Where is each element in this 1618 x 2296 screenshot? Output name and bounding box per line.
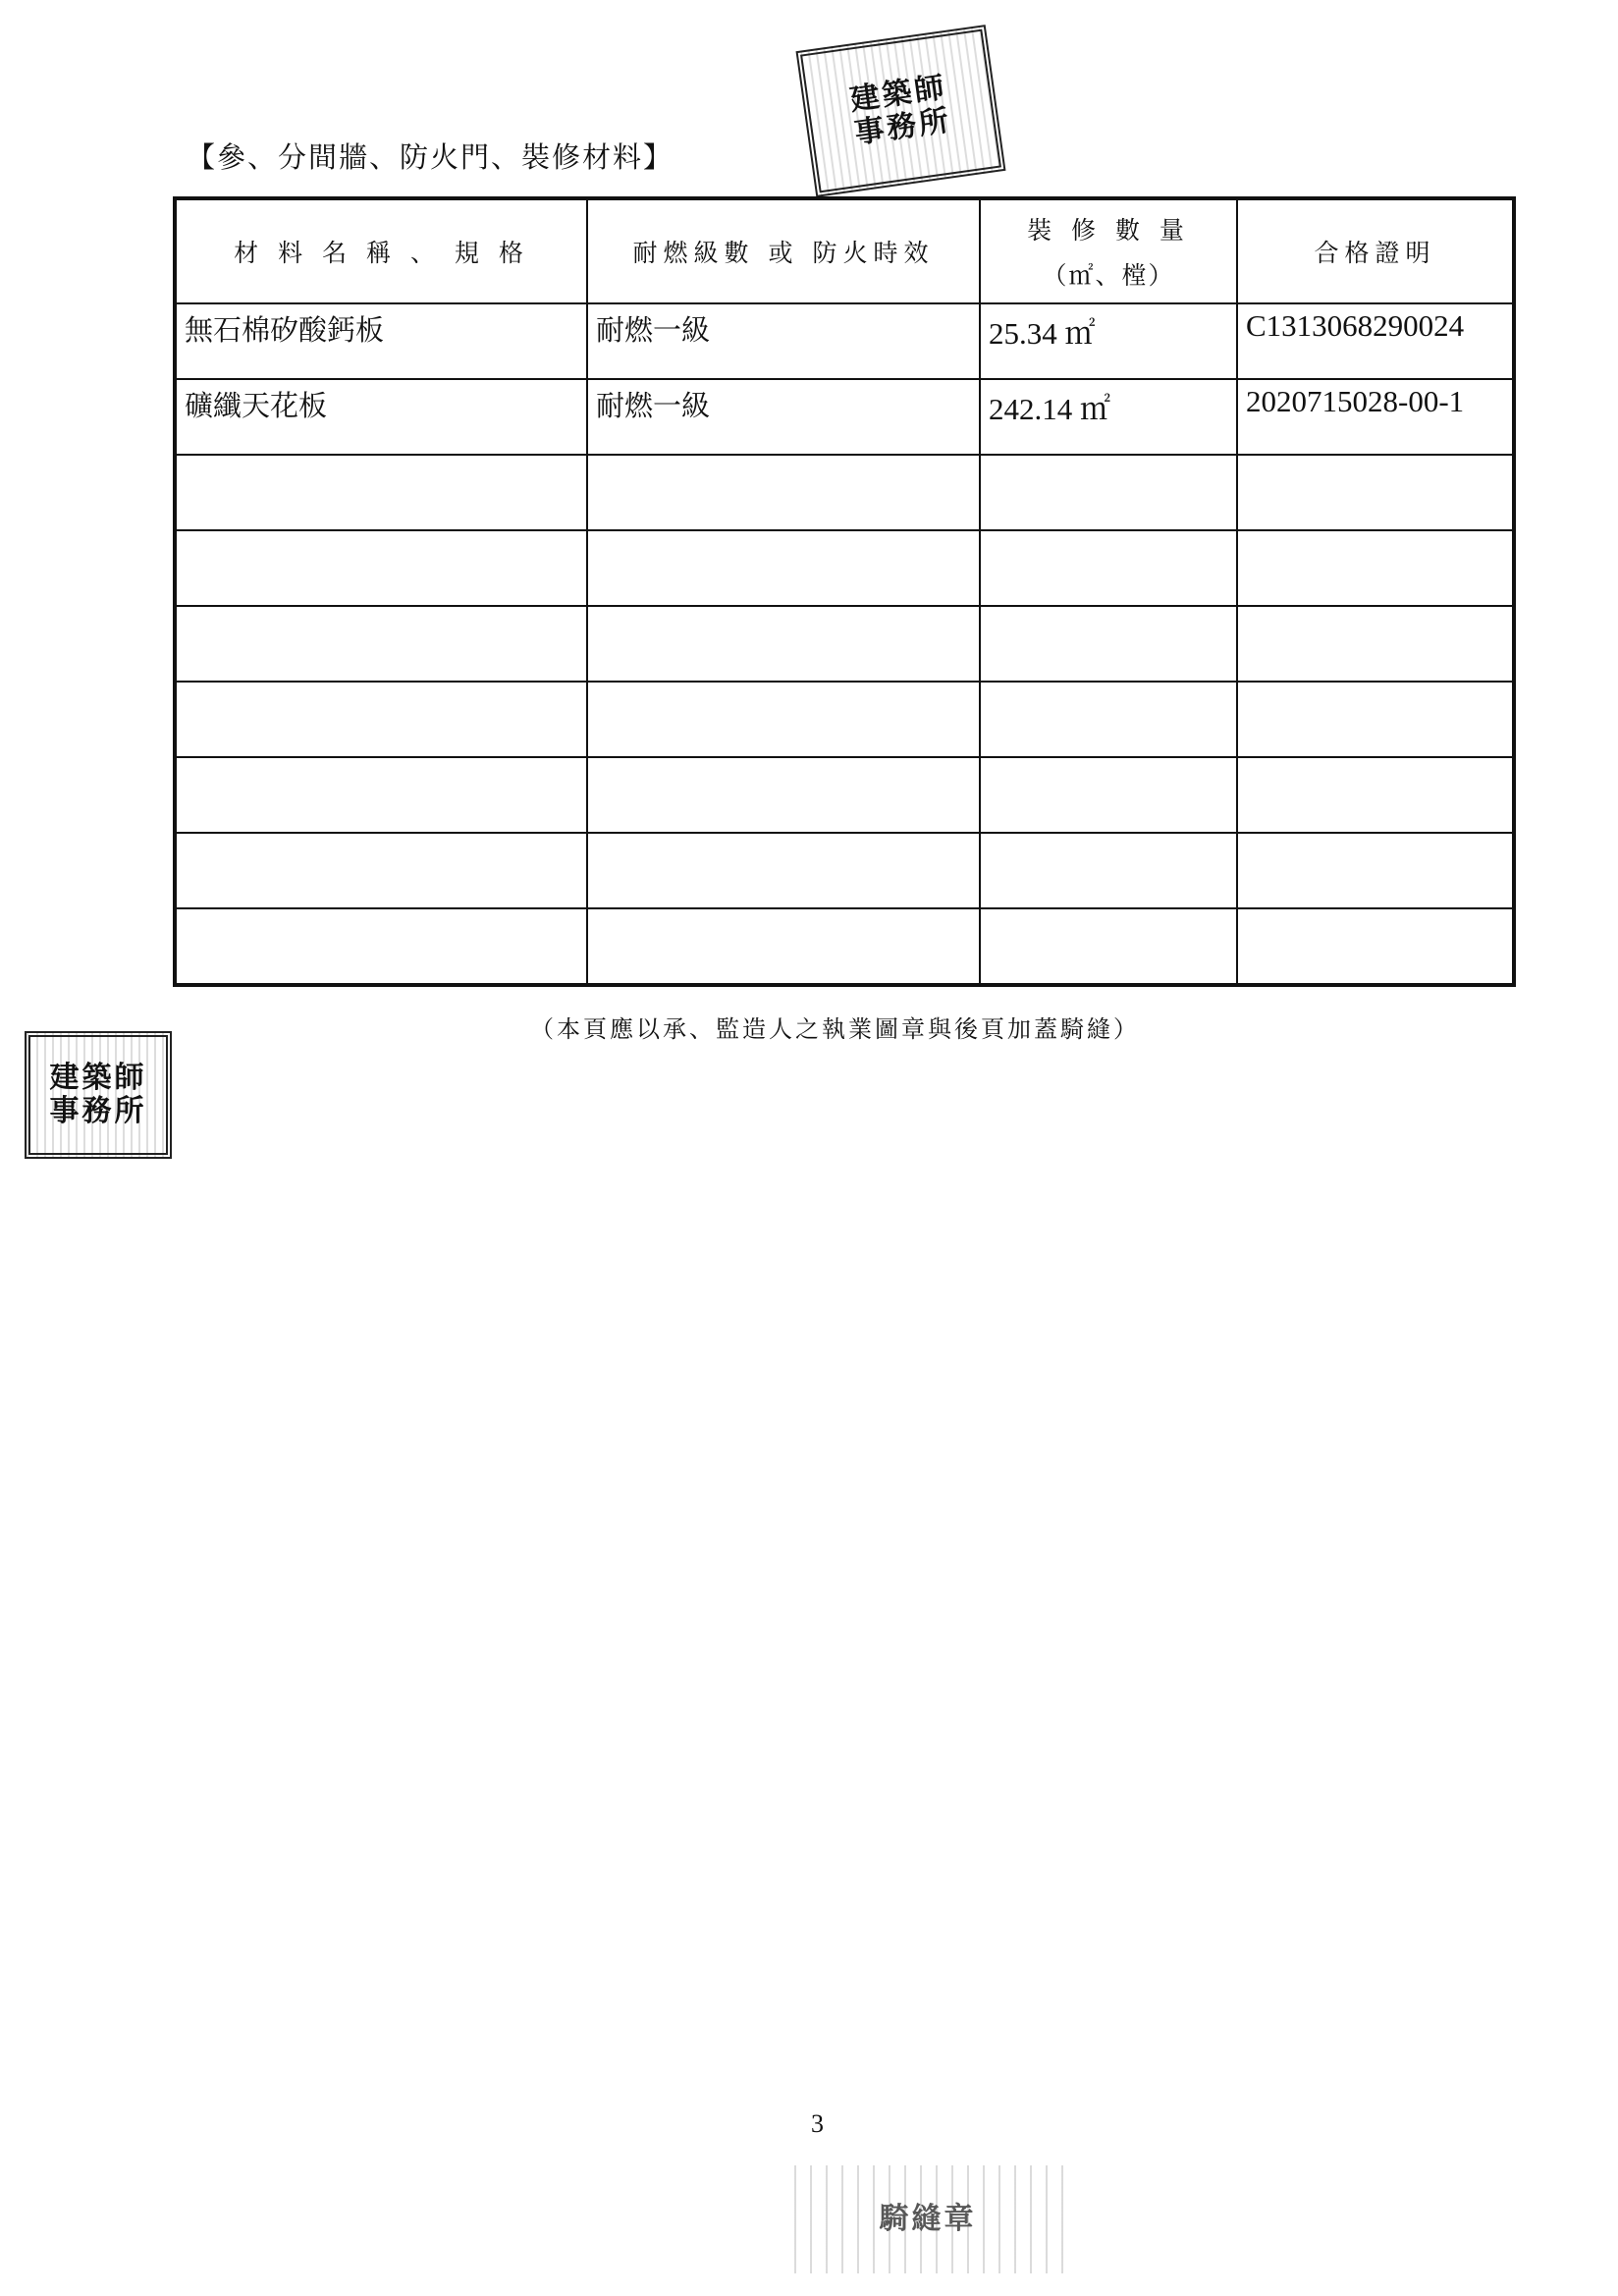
header-name: 材 料 名 稱 、 規 格 (175, 198, 587, 303)
cell-quantity (980, 757, 1237, 833)
cell-name (175, 908, 587, 985)
cell-certificate (1237, 606, 1514, 682)
table-row (175, 908, 1514, 985)
cell-name: 無石棉矽酸鈣板 (175, 303, 587, 379)
cell-name (175, 757, 587, 833)
cell-quantity (980, 530, 1237, 606)
cell-certificate (1237, 757, 1514, 833)
header-certificate: 合格證明 (1237, 198, 1514, 303)
cell-certificate (1237, 455, 1514, 530)
cell-rating: 耐燃一級 (587, 379, 980, 455)
header-rating: 耐燃級數 或 防火時效 (587, 198, 980, 303)
materials-table (173, 196, 1516, 987)
table-row (175, 455, 1514, 530)
seal-stamp-left-text: 建築師 事務所 (49, 1060, 147, 1128)
table-row (175, 303, 1514, 379)
cell-name: 礦纖天花板 (175, 379, 587, 455)
cell-quantity (980, 682, 1237, 757)
header-quantity (980, 198, 1237, 303)
cell-rating (587, 908, 980, 985)
cell-rating: 耐燃一級 (587, 303, 980, 379)
cell-quantity (980, 908, 1237, 985)
cell-certificate (1237, 833, 1514, 908)
section-title: 【參、分間牆、防火門、裝修材料】 (187, 140, 674, 174)
cell-certificate: C1313068290024 (1237, 303, 1514, 379)
cell-rating (587, 530, 980, 606)
table-row (175, 757, 1514, 833)
cell-quantity (980, 455, 1237, 530)
cell-rating (587, 606, 980, 682)
seal-stamp-left (25, 1031, 172, 1159)
table-row (175, 379, 1514, 455)
cell-rating (587, 757, 980, 833)
cell-quantity: 25.34 ㎡ (980, 303, 1237, 379)
stamp-note: （本頁應以承、監造人之執業圖章與後頁加蓋騎縫） (530, 1015, 1140, 1043)
seal-stamp-top (796, 25, 1006, 197)
cell-certificate: 2020715028-00-1 (1237, 379, 1514, 455)
cell-name (175, 530, 587, 606)
cell-certificate (1237, 908, 1514, 985)
cell-rating (587, 833, 980, 908)
cell-name (175, 455, 587, 530)
cell-rating (587, 455, 980, 530)
seal-stamp-bottom (781, 2165, 1075, 2273)
seal-stamp-top-text: 建築師 事務所 (847, 69, 954, 151)
cell-quantity (980, 833, 1237, 908)
cell-certificate (1237, 682, 1514, 757)
table-row (175, 530, 1514, 606)
table-row (175, 606, 1514, 682)
cell-name (175, 606, 587, 682)
cell-certificate (1237, 530, 1514, 606)
cell-rating (587, 682, 980, 757)
header-quantity-line2: （㎡、樘） (1042, 261, 1175, 290)
table-header-row (175, 198, 1514, 303)
seal-stamp-bottom-text: 騎縫章 (879, 2201, 977, 2236)
cell-quantity: 242.14 ㎡ (980, 379, 1237, 455)
cell-name (175, 833, 587, 908)
cell-quantity (980, 606, 1237, 682)
cell-name (175, 682, 587, 757)
page-number: 3 (811, 2109, 824, 2138)
table-body (175, 303, 1514, 985)
header-quantity-line1: 裝 修 數 量 (1027, 216, 1190, 245)
table-row (175, 833, 1514, 908)
table-row (175, 682, 1514, 757)
